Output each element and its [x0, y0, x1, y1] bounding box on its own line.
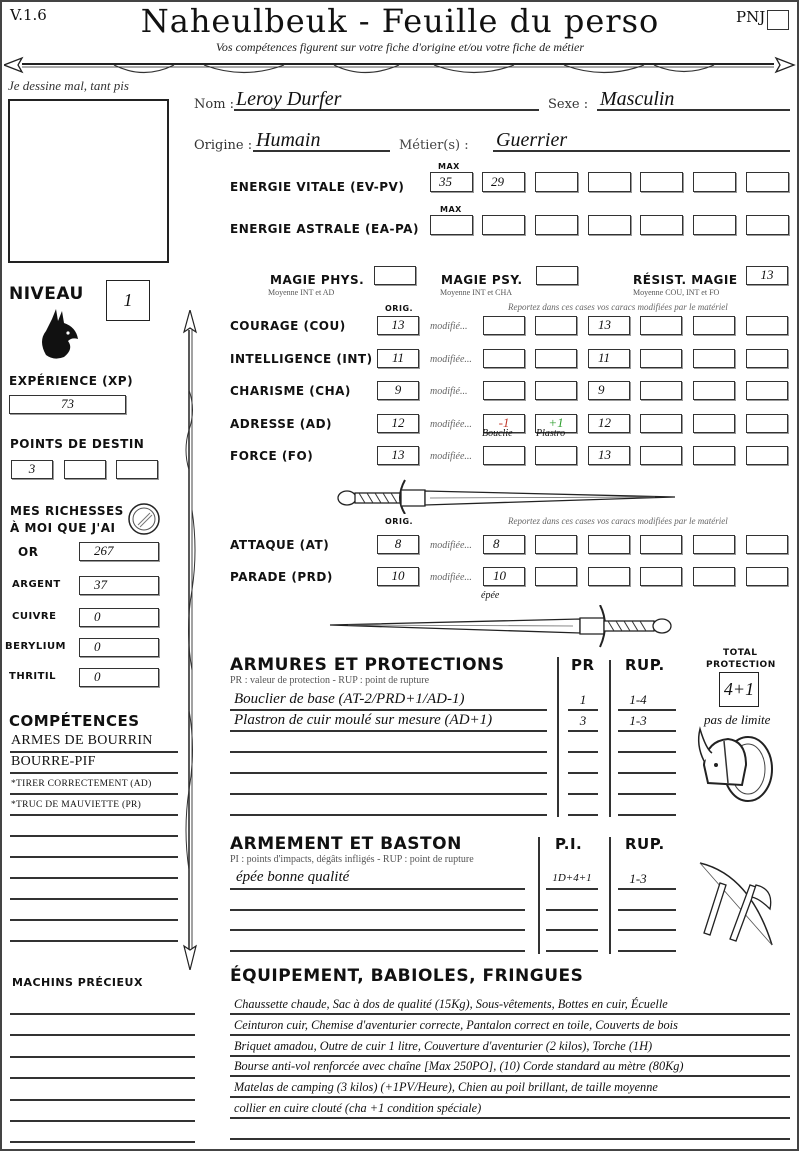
energy-box[interactable] [640, 172, 683, 192]
magie-psy-label: MAGIE PSY. [441, 273, 523, 287]
version-label: V.1.6 [10, 6, 47, 24]
crossed-weapons-icon [690, 855, 780, 950]
stat-mod-box[interactable] [693, 381, 735, 400]
armor-title: ARMURES ET PROTECTIONS [230, 655, 505, 675]
stat-mod-box[interactable] [535, 349, 577, 368]
weapon-pi[interactable]: 1D+4+1 [552, 872, 592, 884]
stat-orig-value: 8 [394, 536, 402, 551]
stat-mod-box[interactable] [588, 349, 630, 368]
armor-pr-line [568, 814, 598, 816]
armor-pr-line [568, 709, 598, 711]
stat-label: COURAGE (COU) [230, 319, 346, 333]
armor-pr[interactable]: 3 [579, 713, 587, 728]
energy-box[interactable] [430, 172, 473, 192]
origine-label: Origine : [194, 138, 253, 153]
stat-orig-box[interactable] [377, 535, 419, 554]
stat-mod-box[interactable] [483, 535, 525, 554]
equipment-title: ÉQUIPEMENT, BABIOLES, FRINGUES [230, 966, 584, 986]
stat-mod-label: modifiée... [430, 451, 472, 462]
armor-pr-line [568, 772, 598, 774]
skill-line [10, 898, 178, 900]
equipment-line [230, 1013, 790, 1015]
equipment-line [230, 1075, 790, 1077]
equipment-line [230, 1096, 790, 1098]
stat-mod-box[interactable] [693, 567, 735, 586]
destin-box[interactable] [116, 460, 158, 479]
stat-orig-value: 13 [391, 447, 405, 462]
wealth-label: ARGENT [12, 579, 61, 590]
armor-rup-line [618, 751, 676, 753]
stat-mod-box[interactable] [693, 349, 735, 368]
armor-rup-line [618, 793, 676, 795]
wealth-box[interactable] [79, 638, 159, 657]
nom-underline [234, 109, 539, 111]
armor-rup[interactable]: 1-4 [629, 692, 647, 707]
stat-orig-box[interactable] [377, 381, 419, 400]
armor-rup-line [618, 709, 676, 711]
metier-label: Métier(s) : [399, 138, 469, 153]
ea-label: ENERGIE ASTRALE (EA-PA) [230, 222, 419, 236]
skill-line [10, 919, 178, 921]
armor-divider-2 [609, 660, 611, 817]
resist-magie-label: RÉSIST. MAGIE [633, 273, 738, 287]
stat-mod-box[interactable] [588, 316, 630, 335]
magie-phys-note: Moyenne INT et AD [268, 288, 335, 297]
stat-mod-value: 9 [598, 382, 605, 397]
richesses-label [10, 503, 124, 537]
equipment-line [230, 1055, 790, 1057]
wealth-box[interactable] [79, 608, 159, 627]
treasure-line [10, 1056, 195, 1058]
sword-decoration-icon [335, 478, 685, 514]
weapons-divider-2 [609, 837, 611, 954]
energy-box[interactable] [640, 215, 683, 235]
total-protection-label-2: PROTECTION [706, 660, 776, 670]
stat-orig-value: 11 [391, 349, 405, 365]
wealth-box[interactable] [79, 542, 159, 561]
dragon-icon [34, 305, 84, 363]
ev-label: ENERGIE VITALE (EV-PV) [230, 180, 405, 194]
weapon-row-line [230, 909, 525, 911]
stat-mod-box[interactable] [588, 381, 630, 400]
treasure-line [10, 1099, 195, 1101]
stats-orig-label: ORIG. [385, 304, 414, 313]
stat-mod-box[interactable] [483, 316, 525, 335]
armor-pr-line [568, 730, 598, 732]
weapon-rup-line [618, 950, 676, 952]
stat-mod-box[interactable] [535, 381, 577, 400]
stat-mod-box[interactable] [746, 316, 788, 335]
skill-line [10, 877, 178, 879]
weapon-rup-line [618, 929, 676, 931]
skill-item[interactable]: *TRUC DE MAUVIETTE (PR) [11, 800, 142, 810]
nom-value[interactable]: Leroy Durfer [236, 88, 342, 110]
weapons-divider-1 [538, 837, 540, 954]
total-protection-note: pas de limite [704, 712, 771, 727]
wealth-value: 37 [94, 577, 107, 592]
pnj-checkbox[interactable] [767, 10, 789, 30]
stat-label: CHARISME (CHA) [230, 384, 351, 398]
stat-mod-box[interactable] [483, 349, 525, 368]
combat-orig-label: ORIG. [385, 517, 414, 526]
equipment-text[interactable]: Ceinturon cuir, Chemise d'aventurier correcte, Pantalon correct en toile, Couverts de bois [234, 1017, 678, 1032]
stat-mod-box[interactable] [640, 316, 682, 335]
stat-mod-box[interactable] [483, 381, 525, 400]
resist-magie-value: 13 [760, 267, 774, 282]
stat-mod-value: 10 [493, 568, 506, 583]
stat-mod-box[interactable] [588, 414, 630, 433]
energy-value: 29 [491, 174, 504, 189]
nom-label: Nom : [194, 97, 235, 112]
skill-line [10, 772, 178, 774]
stat-orig-box[interactable] [377, 349, 419, 368]
wealth-box[interactable] [79, 668, 159, 687]
treasure-line [10, 1034, 195, 1036]
stat-mod-value: +1 [548, 414, 564, 430]
stat-mod-label: modifiée... [430, 353, 472, 365]
weapon-row-line [230, 929, 525, 931]
stat-mod-box[interactable] [746, 414, 788, 433]
ad-note-plastron: Plastro [536, 428, 566, 439]
wealth-box[interactable] [79, 576, 159, 595]
stat-label: ADRESSE (AD) [230, 416, 333, 431]
page-title: Naheulbeuk - Feuille du perso [140, 2, 660, 40]
energy-box[interactable] [482, 172, 525, 192]
destin-box[interactable] [64, 460, 106, 479]
stat-mod-box[interactable] [693, 535, 735, 554]
stat-mod-box[interactable] [640, 535, 682, 554]
stat-mod-value: 13 [598, 447, 611, 462]
xp-box[interactable] [9, 395, 126, 414]
ea-max-label: MAX [440, 205, 462, 214]
skill-line [10, 940, 178, 942]
energy-box[interactable] [746, 172, 789, 192]
weapon-pi-line [546, 929, 598, 931]
stat-mod-label: modifiée... [430, 418, 472, 430]
magie-psy-note: Moyenne INT et CHA [440, 288, 513, 297]
sexe-underline [597, 109, 790, 111]
stat-label: ATTAQUE (AT) [230, 538, 330, 552]
equipment-text[interactable]: Matelas de camping (3 kilos) (+1PV/Heure), Chien au poil brillant, de taille moyenne [234, 1080, 658, 1095]
ev-max-label: MAX [438, 162, 460, 171]
armor-name[interactable]: Plastron de cuir moulé sur mesure (AD+1) [234, 712, 493, 728]
armor-pr[interactable]: 1 [579, 692, 587, 707]
origine-value[interactable]: Humain [256, 129, 321, 151]
armor-row-line [230, 751, 547, 753]
pnj-label: PNJ [736, 8, 766, 26]
stats-report-note: Reportez dans ces cases vos caracs modifiées par le matériel [508, 302, 728, 312]
weapon-rup-line [618, 888, 676, 890]
armor-row-line [230, 814, 547, 816]
prd-note: épée [481, 590, 500, 601]
weapons-col-pi: P.I. [555, 835, 583, 853]
weapon-rup[interactable]: 1-3 [629, 871, 647, 886]
armor-row-line [230, 772, 547, 774]
stat-mod-box[interactable] [588, 567, 630, 586]
weapons-col-rup: RUP. [625, 835, 665, 853]
magie-phys-label: MAGIE PHYS. [270, 273, 365, 287]
wealth-label: CUIVRE [12, 611, 57, 622]
stat-mod-label: modifié... [430, 321, 468, 332]
stat-orig-box[interactable] [377, 316, 419, 335]
stat-mod-box[interactable] [640, 381, 682, 400]
weapon-pi-line [546, 888, 598, 890]
stat-mod-box[interactable] [535, 535, 577, 554]
weapon-row-line [230, 888, 525, 890]
richesses-label-line2: À MOI QUE J'AI [10, 521, 116, 535]
stat-orig-value: 12 [391, 414, 405, 430]
armor-rup-line [618, 730, 676, 732]
armor-row-line [230, 709, 547, 711]
wealth-value: 267 [94, 543, 114, 558]
treasures-title: MACHINS PRÉCIEUX [12, 976, 143, 989]
stat-mod-label: modifiée... [430, 572, 472, 583]
spear-decoration-top [4, 52, 796, 80]
magie-psy-box[interactable] [536, 266, 578, 285]
portrait-box[interactable] [8, 99, 169, 263]
stat-mod-box[interactable] [483, 567, 525, 586]
stat-mod-box[interactable] [640, 349, 682, 368]
weapon-pi-line [546, 909, 598, 911]
stat-mod-box[interactable] [693, 316, 735, 335]
weapon-name[interactable]: épée bonne qualité [236, 869, 350, 885]
equipment-line [230, 1034, 790, 1036]
stat-mod-value: -1 [498, 414, 510, 430]
destin-label: POINTS DE DESTIN [10, 437, 145, 451]
combat-report-note: Reportez dans ces cases vos caracs modifiées par le matériel [508, 516, 728, 526]
stat-mod-box[interactable] [588, 446, 630, 465]
stat-mod-box[interactable] [535, 316, 577, 335]
armor-pr-line [568, 751, 598, 753]
sexe-value[interactable]: Masculin [600, 88, 675, 110]
armor-rup-line [618, 772, 676, 774]
armor-divider-1 [557, 657, 559, 817]
coin-icon [126, 501, 162, 537]
magie-phys-box[interactable] [374, 266, 416, 285]
niveau-label: NIVEAU [9, 284, 84, 304]
skill-line [10, 793, 178, 795]
resist-magie-note: Moyenne COU, INT et FO [633, 288, 720, 297]
treasure-line [10, 1077, 195, 1079]
stat-mod-box[interactable] [746, 567, 788, 586]
skill-item[interactable]: BOURRE-PIF [11, 754, 96, 769]
energy-box[interactable] [588, 172, 631, 192]
page-subtitle: Vos compétences figurent sur votre fiche d'origine et/ou votre fiche de métier [215, 40, 585, 54]
stat-mod-box[interactable] [640, 446, 682, 465]
stat-mod-box[interactable] [746, 446, 788, 465]
energy-box[interactable] [535, 215, 578, 235]
treasure-line [10, 1120, 195, 1122]
energy-box[interactable] [746, 215, 789, 235]
metier-underline [493, 150, 790, 152]
weapon-row-line [230, 950, 525, 952]
metier-value[interactable]: Guerrier [496, 129, 568, 151]
armor-name[interactable]: Bouclier de base (AT-2/PRD+1/AD-1) [234, 691, 465, 707]
xp-value: 73 [61, 396, 74, 411]
stat-mod-box[interactable] [535, 567, 577, 586]
weapons-title: ARMEMENT ET BASTON [230, 834, 462, 854]
ad-note-bouclier: Bouclie [482, 428, 513, 439]
stat-mod-value: 12 [598, 414, 611, 430]
energy-box[interactable] [693, 215, 736, 235]
energy-value: 35 [439, 174, 452, 189]
weapon-rup-line [618, 909, 676, 911]
armor-col-rup: RUP. [625, 656, 665, 674]
stat-mod-box[interactable] [693, 446, 735, 465]
equipment-text[interactable]: Chaussette chaude, Sac à dos de qualité (15Kg), Sous-vêtements, Bottes en cuir, Écuelle [234, 997, 668, 1011]
skill-line [10, 751, 178, 753]
stat-mod-box[interactable] [640, 567, 682, 586]
resist-magie-box[interactable] [746, 266, 788, 285]
armor-pr-line [568, 793, 598, 795]
armor-row-line [230, 793, 547, 795]
stat-mod-box[interactable] [746, 535, 788, 554]
stat-orig-box[interactable] [377, 414, 419, 433]
equipment-text[interactable]: Briquet amadou, Outre de cuir 1 litre, Couverture d'aventurier (2 kilos), Torche (1H) [234, 1038, 653, 1053]
skill-item[interactable]: *TIRER CORRECTEMENT (AD) [11, 779, 152, 789]
treasure-line [10, 1013, 195, 1015]
niveau-value[interactable]: 1 [106, 280, 150, 321]
wealth-label: THRITIL [9, 671, 57, 682]
sexe-label: Sexe : [548, 97, 589, 112]
wealth-value: 0 [94, 669, 101, 684]
stat-label: INTELLIGENCE (INT) [230, 351, 373, 366]
stat-mod-box[interactable] [746, 349, 788, 368]
stat-mod-value: 11 [598, 349, 611, 365]
stat-orig-box[interactable] [377, 567, 419, 586]
armor-row-line [230, 730, 547, 732]
skill-line [10, 856, 178, 858]
wealth-value: 0 [94, 609, 101, 624]
wealth-label: BERYLIUM [5, 641, 67, 652]
armor-col-pr: PR [571, 656, 595, 674]
armor-note: PR : valeur de protection - RUP : point de rupture [230, 675, 430, 686]
stat-mod-box[interactable] [640, 414, 682, 433]
stat-orig-value: 10 [391, 568, 405, 583]
stat-mod-box[interactable] [588, 535, 630, 554]
armor-rup[interactable]: 1-3 [629, 713, 647, 728]
equipment-text[interactable]: Bourse anti-vol renforcée avec chaîne [Max 250PO], (10) Corde standard au mètre (80Kg) [234, 1059, 684, 1074]
stat-mod-value: 8 [493, 536, 500, 551]
helmet-shield-icon [694, 725, 776, 810]
total-protection-value[interactable]: 4+1 [719, 672, 759, 707]
energy-box[interactable] [482, 215, 525, 235]
skill-item[interactable]: ARMES DE BOURRIN [11, 733, 153, 748]
sword-decoration-icon-2 [328, 605, 680, 649]
stat-orig-value: 9 [394, 382, 402, 397]
stat-mod-box[interactable] [693, 414, 735, 433]
stat-orig-value: 13 [391, 317, 405, 332]
origine-underline [253, 150, 390, 152]
equipment-line [230, 1117, 790, 1119]
equipment-text[interactable]: collier en cuire clouté (cha +1 condition spéciale) [234, 1101, 482, 1115]
stat-orig-box[interactable] [377, 446, 419, 465]
treasure-line [10, 1141, 195, 1143]
armor-rup-line [618, 814, 676, 816]
stat-mod-box[interactable] [746, 381, 788, 400]
weapon-pi-line [546, 950, 598, 952]
energy-box[interactable] [430, 215, 473, 235]
equipment-line [230, 1138, 790, 1140]
spear-decoration-vertical [180, 310, 200, 970]
skill-line [10, 814, 178, 816]
weapons-note: PI : points d'impacts, dégâts infligés - RUP : point de rupture [230, 854, 474, 865]
wealth-label: OR [18, 545, 39, 559]
destin-value: 3 [28, 461, 36, 476]
stat-label: FORCE (FO) [230, 449, 314, 463]
portrait-caption: Je dessine mal, tant pis [8, 78, 129, 93]
richesses-label-line1: MES RICHESSES [10, 504, 124, 518]
xp-label: EXPÉRIENCE (XP) [9, 374, 134, 388]
stat-label: PARADE (PRD) [230, 570, 333, 584]
energy-box[interactable] [693, 172, 736, 192]
stat-mod-value: 13 [598, 317, 611, 332]
total-protection-label-1: TOTAL [723, 648, 758, 658]
energy-box[interactable] [588, 215, 631, 235]
stat-mod-label: modifiée... [430, 540, 472, 551]
energy-box[interactable] [535, 172, 578, 192]
destin-box[interactable] [11, 460, 53, 479]
stat-mod-box[interactable] [483, 446, 525, 465]
wealth-value: 0 [94, 639, 101, 654]
stat-mod-box[interactable] [535, 446, 577, 465]
skill-line [10, 835, 178, 837]
skills-title: COMPÉTENCES [9, 712, 140, 730]
stat-mod-label: modifié... [430, 386, 468, 397]
